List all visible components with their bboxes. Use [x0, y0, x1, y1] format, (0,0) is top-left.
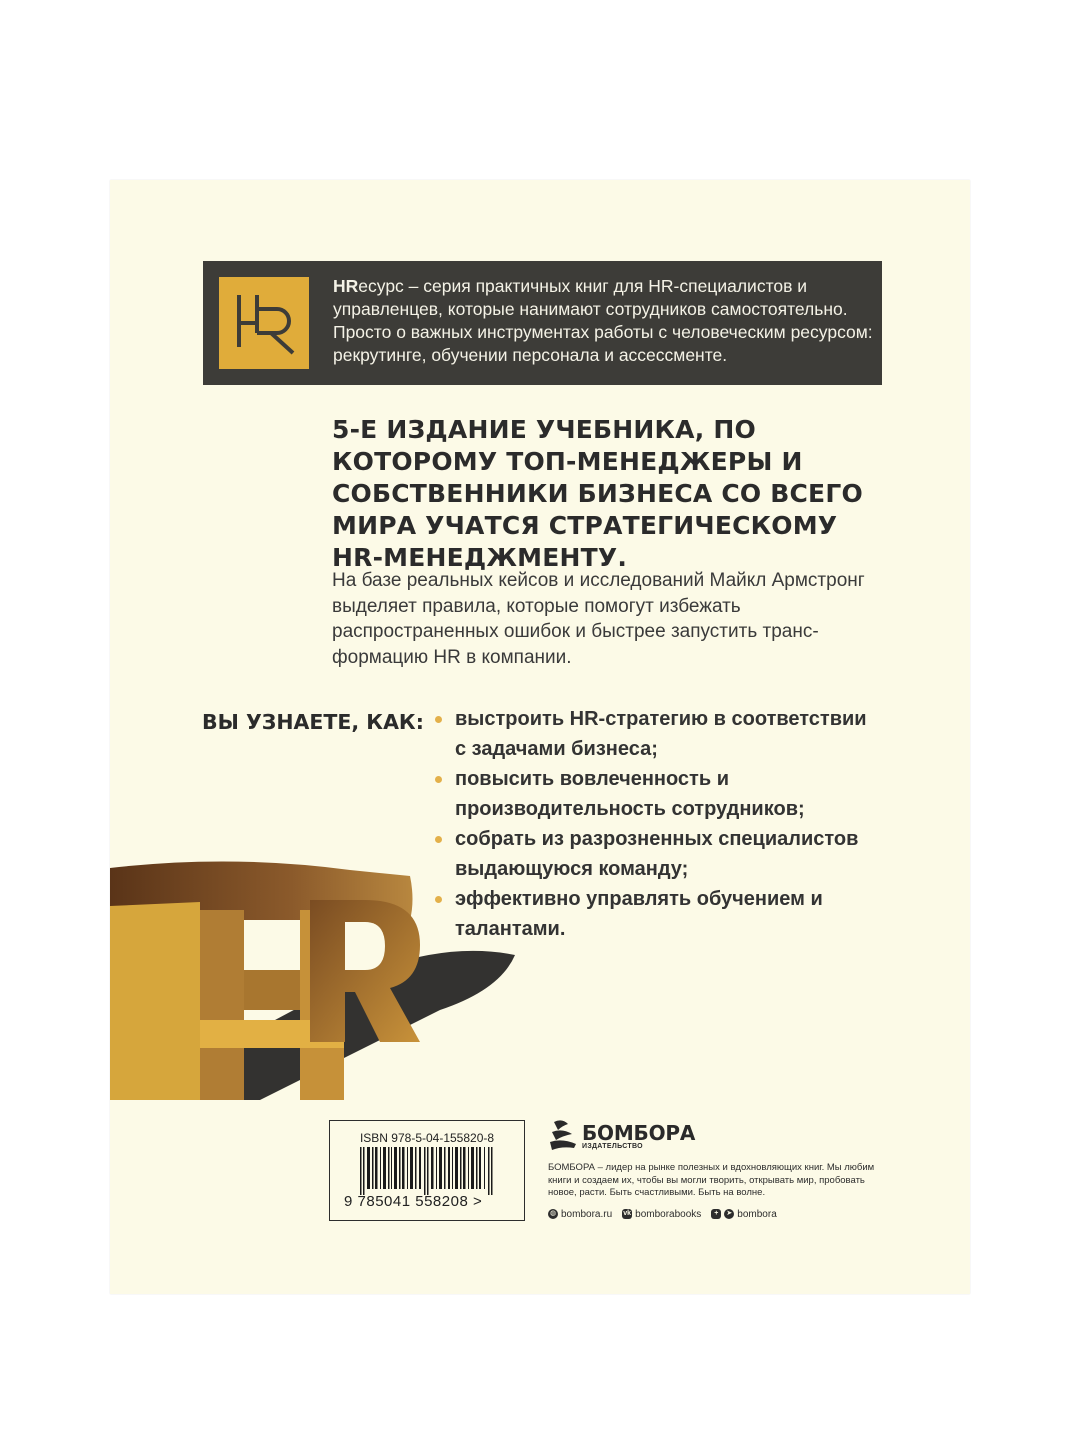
- headline: 5-Е ИЗДАНИЕ УЧЕБНИКА, ПО КОТОРОМУ ТОП-МЕНЕДЖЕРЫ И СОБСТВЕННИКИ БИЗНЕСА СО ВСЕГО МИРА УЧАТСЯ СТРАТЕГИЧЕСКОМУ HR-МЕНЕДЖМЕНТУ.: [332, 415, 863, 572]
- publisher-name: БОМБОРА: [582, 1120, 696, 1145]
- telegram-icon: ➤: [724, 1209, 734, 1219]
- social-link[interactable]: + ➤ bombora: [711, 1209, 776, 1220]
- publisher-links: [548, 1209, 878, 1220]
- barcode-icon: [360, 1147, 494, 1195]
- publisher-block: [548, 1118, 878, 1220]
- hr-series-logo: [219, 277, 309, 369]
- book-back-cover: [110, 180, 970, 1294]
- publisher-subtitle: ИЗДАТЕЛЬСТВО: [582, 1142, 643, 1150]
- list-item: выстроить HR-стратегию в соответствии с задачами бизнеса;: [432, 704, 882, 764]
- learn-label: ВЫ УЗНАЕТЕ, КАК:: [202, 710, 424, 734]
- isbn-number: ISBN 978-5-04-155820-8: [359, 1131, 495, 1145]
- globe-icon: ◍: [549, 1210, 557, 1217]
- bullet-icon: [435, 776, 442, 783]
- isbn-barcode-box: [329, 1120, 525, 1221]
- hr-monogram-icon: [219, 277, 309, 369]
- list-item: эффективно управлять обучением и талантами.: [432, 884, 882, 944]
- bombora-logo-icon: [548, 1118, 578, 1154]
- publisher-logo: [548, 1118, 878, 1154]
- vk-icon: vk: [623, 1210, 632, 1217]
- publisher-description: БОМБОРА – лидер на рынке полезных и вдохновляющих книг. Мы любим книги и создаем их, чтобы вы могли творить, открывать мир, пробовать новое, расти. Быть счастливыми. Быть на волне.: [548, 1162, 875, 1198]
- plus-icon: +: [711, 1209, 721, 1219]
- series-info-box: [203, 261, 882, 385]
- hr-3d-art: [110, 860, 530, 1130]
- series-brand: HR: [333, 276, 359, 296]
- series-text-body: есурс – серия практичных книг для HR-специалистов и управленцев, которые нанимают сотрудников самостоятельно. Просто о важных инструментах работы с человеческим ресурсом: рекрутинге, обучении персонала и ассессменте.: [333, 276, 873, 365]
- series-description: [333, 275, 873, 367]
- bullet-icon: [435, 716, 442, 723]
- list-item: повысить вовлеченность и производительность сотрудников;: [432, 764, 882, 824]
- website-link[interactable]: ◍ bombora.ru: [549, 1208, 613, 1220]
- barcode-digits: 9 785041 558208 >: [344, 1193, 483, 1210]
- bullet-icon: [435, 836, 442, 843]
- vk-link[interactable]: vk bomborabooks: [623, 1208, 702, 1220]
- book-description: На базе реальных кейсов и исследований Майкл Армстронг выделяет правила, которые помогут избежать распространенных ошибок и быстрее запустить трансформацию HR в компании.: [332, 570, 865, 668]
- list-item: собрать из разрозненных специалистов выдающуюся команду;: [432, 824, 882, 884]
